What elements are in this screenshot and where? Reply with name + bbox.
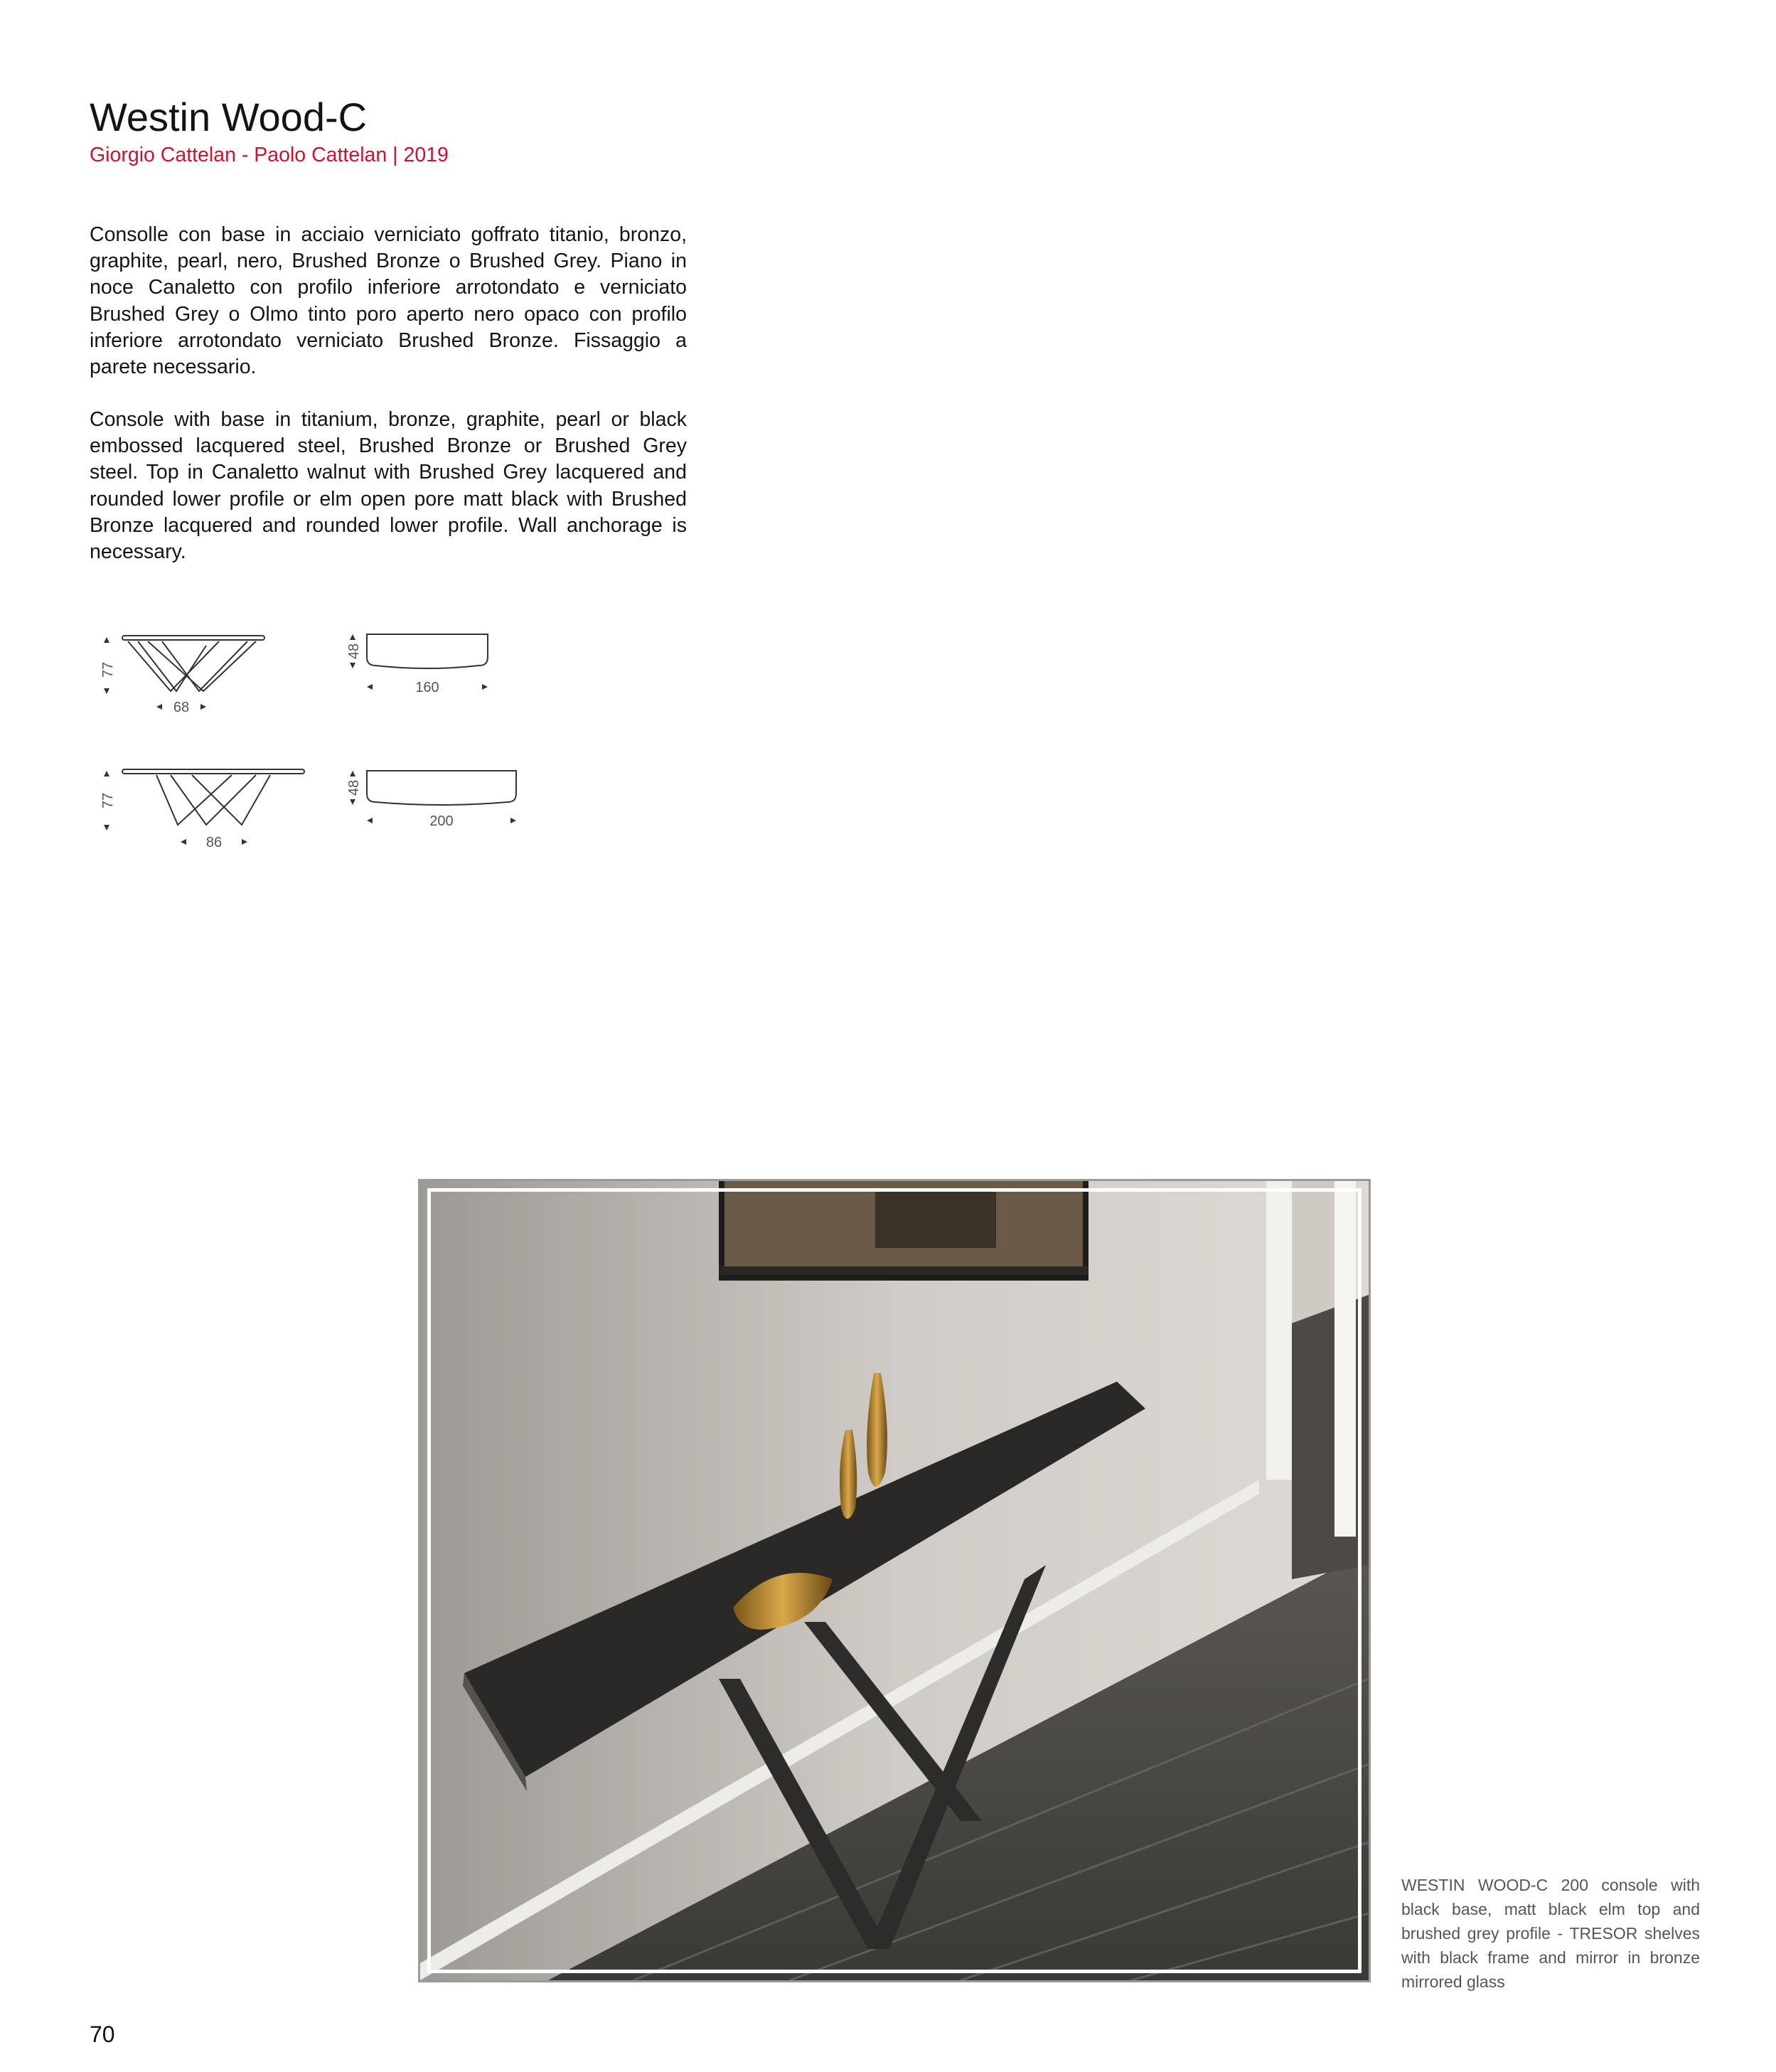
console-top-outline [367,634,488,668]
side-view-diagram-small [92,626,277,725]
height-label-large: 77 [100,792,116,809]
width-label-small: 160 [415,680,439,695]
page-title: Westin Wood-C [90,95,368,139]
designer-credit: Giorgio Cattelan - Paolo Cattelan | 2019 [90,144,449,166]
product-photo [418,1179,1371,1982]
console-side-outline [122,636,264,691]
page-number: 70 [90,2022,115,2047]
mirror-shelf [719,1181,1088,1281]
top-view-diagram-large [341,765,533,843]
top-view-diagram-small [341,629,512,707]
console-top-outline [367,771,516,805]
top-depth-label-small: 48 [346,643,362,660]
depth-label-large: 86 [205,835,223,850]
description-english: Console with base in titanium, bronze, graphite, pearl or black embossed lacquered steel, Brushed Bronze or Brushed Grey steel. Top in Canaletto walnut with Brushed Grey lacquered and rounded lower profile or elm open pore matt black with Brushed Bronze lacquered and rounded lower profile. Wall anchorage is necessary. [90,408,687,564]
side-view-diagram-large [92,764,320,863]
top-depth-label-large: 48 [346,779,362,796]
width-label-large: 200 [429,813,454,829]
height-label-small: 77 [100,661,116,678]
console-side-outline [122,769,304,825]
description-italian: Consolle con base in acciaio verniciato goffrato titanio, bronzo, graphite, pearl, nero, Brushed Bronze o Brushed Grey. Piano in noce Canaletto con profilo inferiore arrotondato e verniciato Brushed Grey o Olmo tinto poro aperto nero opaco con profilo inferiore arrotondato verniciato Brushed Bronze. Fissaggio a parete necessario. [90,223,687,379]
depth-label-small: 68 [173,700,190,715]
photo-caption: WESTIN WOOD-C 200 console with black base, matt black elm top and brushed grey profile - TRESOR shelves with black frame and mirror in bronze mirrored glass [1401,1876,1700,1991]
